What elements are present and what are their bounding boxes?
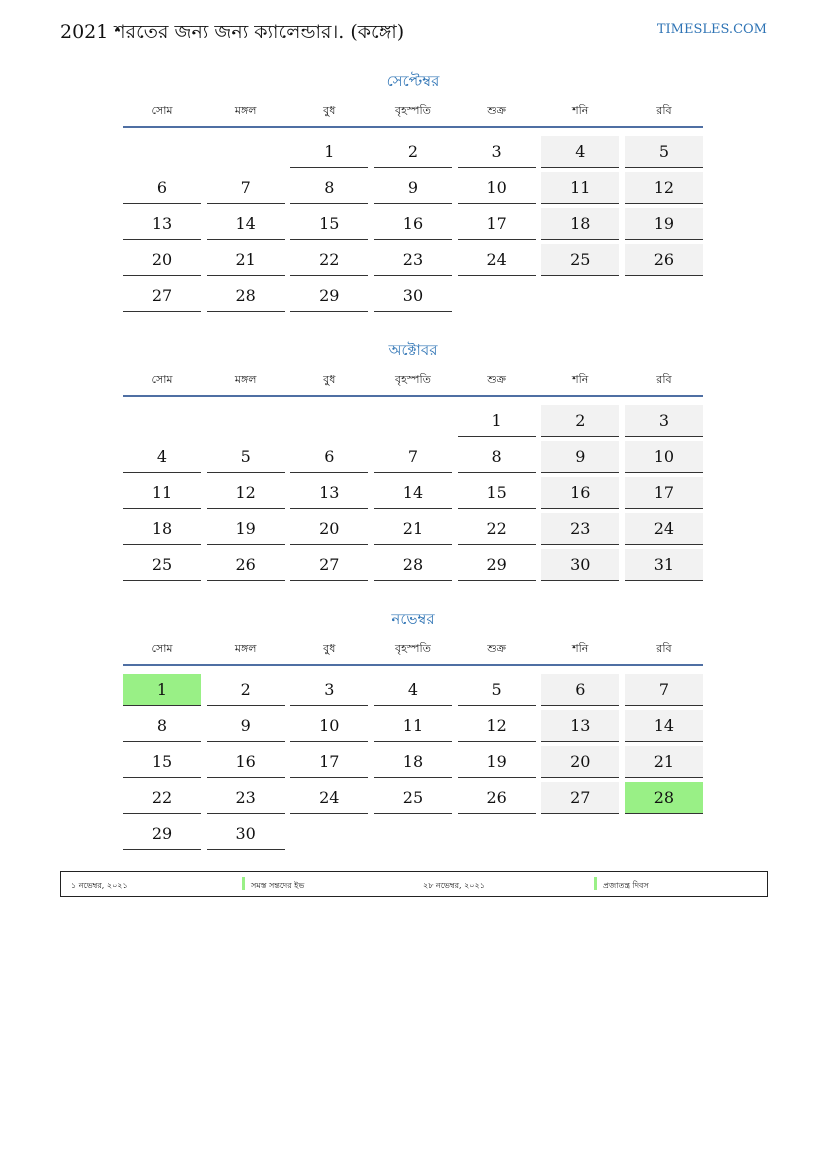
empty-cell bbox=[123, 405, 201, 437]
holiday-legend bbox=[60, 871, 768, 897]
weekday-label: বুধ bbox=[323, 373, 336, 386]
day-cell: 16 bbox=[541, 477, 619, 509]
day-cell: 13 bbox=[541, 710, 619, 742]
month-name: নভেম্বর bbox=[391, 610, 435, 628]
day-cell: 4 bbox=[541, 136, 619, 168]
week-row bbox=[123, 509, 703, 545]
day-cell: 26 bbox=[458, 782, 536, 814]
day-cell: 15 bbox=[123, 746, 201, 778]
empty-cell bbox=[458, 280, 536, 312]
page-title: 2021 শরতের জন্য জন্য ক্যালেন্ডার।. (কঙ্গো) bbox=[60, 21, 405, 43]
day-cell: 1 bbox=[290, 136, 368, 168]
weekday-label: বৃহস্পতি bbox=[395, 104, 431, 117]
day-cell: 5 bbox=[207, 441, 285, 473]
weekday-label: শনি bbox=[572, 373, 589, 386]
empty-cell bbox=[290, 818, 368, 850]
day-cell: 7 bbox=[207, 172, 285, 204]
month-block bbox=[123, 70, 703, 312]
day-cell: 8 bbox=[458, 441, 536, 473]
week-row bbox=[123, 473, 703, 509]
day-cell: 18 bbox=[374, 746, 452, 778]
day-cell: 10 bbox=[290, 710, 368, 742]
week-row bbox=[123, 778, 703, 814]
day-cell: 28 bbox=[207, 280, 285, 312]
day-cell: 2 bbox=[374, 136, 452, 168]
day-cell: 10 bbox=[625, 441, 703, 473]
week-row bbox=[123, 168, 703, 204]
day-cell: 5 bbox=[458, 674, 536, 706]
empty-cell bbox=[374, 818, 452, 850]
day-cell: 9 bbox=[207, 710, 285, 742]
weekday-label: মঙ্গল bbox=[234, 642, 257, 655]
day-cell: 3 bbox=[625, 405, 703, 437]
empty-cell bbox=[207, 405, 285, 437]
day-cell: 17 bbox=[625, 477, 703, 509]
weekday-label: শনি bbox=[572, 642, 589, 655]
day-cell: 15 bbox=[458, 477, 536, 509]
day-cell: 23 bbox=[374, 244, 452, 276]
day-cell: 16 bbox=[374, 208, 452, 240]
day-cell: 6 bbox=[123, 172, 201, 204]
day-cell: 27 bbox=[541, 782, 619, 814]
weekday-label: রবি bbox=[656, 642, 672, 655]
day-cell: 9 bbox=[374, 172, 452, 204]
weekday-label: বৃহস্পতি bbox=[395, 642, 431, 655]
legend-date-1: ১ নভেম্বর, ২০২১ bbox=[71, 881, 128, 890]
weekday-header bbox=[123, 640, 703, 666]
weekday-label: সোম bbox=[151, 104, 173, 117]
day-cell: 30 bbox=[207, 818, 285, 850]
day-cell: 7 bbox=[374, 441, 452, 473]
weekday-label: বৃহস্পতি bbox=[395, 373, 431, 386]
weekday-label: মঙ্গল bbox=[234, 104, 257, 117]
day-cell: 30 bbox=[541, 549, 619, 581]
day-cell: 25 bbox=[374, 782, 452, 814]
weekday-label: রবি bbox=[656, 104, 672, 117]
day-cell: 22 bbox=[458, 513, 536, 545]
week-row bbox=[123, 545, 703, 581]
weekday-label: শুক্র bbox=[487, 373, 506, 386]
day-cell: 14 bbox=[207, 208, 285, 240]
day-grid bbox=[123, 132, 703, 312]
weekday-label: মঙ্গল bbox=[234, 373, 257, 386]
day-cell: 22 bbox=[290, 244, 368, 276]
day-cell: 24 bbox=[290, 782, 368, 814]
week-row bbox=[123, 276, 703, 312]
month-block bbox=[123, 339, 703, 581]
week-row bbox=[123, 437, 703, 473]
weekday-label: বুধ bbox=[323, 104, 336, 117]
day-cell: 11 bbox=[123, 477, 201, 509]
day-cell: 12 bbox=[458, 710, 536, 742]
day-cell: 4 bbox=[374, 674, 452, 706]
day-cell: 18 bbox=[123, 513, 201, 545]
day-cell: 7 bbox=[625, 674, 703, 706]
day-cell: 3 bbox=[290, 674, 368, 706]
day-cell: 28 bbox=[625, 782, 703, 814]
day-cell: 21 bbox=[374, 513, 452, 545]
day-cell: 29 bbox=[458, 549, 536, 581]
holiday-color-swatch bbox=[242, 877, 245, 890]
week-row bbox=[123, 401, 703, 437]
weekday-label: সোম bbox=[151, 642, 173, 655]
day-cell: 6 bbox=[290, 441, 368, 473]
weekday-header bbox=[123, 102, 703, 128]
day-cell: 24 bbox=[458, 244, 536, 276]
day-cell: 21 bbox=[625, 746, 703, 778]
week-row bbox=[123, 132, 703, 168]
day-cell: 2 bbox=[541, 405, 619, 437]
day-cell: 26 bbox=[625, 244, 703, 276]
day-cell: 14 bbox=[625, 710, 703, 742]
day-cell: 6 bbox=[541, 674, 619, 706]
day-cell: 31 bbox=[625, 549, 703, 581]
day-cell: 27 bbox=[290, 549, 368, 581]
empty-cell bbox=[625, 280, 703, 312]
weekday-label: রবি bbox=[656, 373, 672, 386]
empty-cell bbox=[541, 280, 619, 312]
day-cell: 17 bbox=[290, 746, 368, 778]
legend-name-1: সমস্ত সন্তদের ইভ bbox=[251, 881, 305, 890]
day-cell: 2 bbox=[207, 674, 285, 706]
weekday-header bbox=[123, 371, 703, 397]
day-cell: 8 bbox=[290, 172, 368, 204]
day-cell: 30 bbox=[374, 280, 452, 312]
day-cell: 27 bbox=[123, 280, 201, 312]
day-cell: 20 bbox=[290, 513, 368, 545]
empty-cell bbox=[207, 136, 285, 168]
day-cell: 9 bbox=[541, 441, 619, 473]
day-cell: 1 bbox=[458, 405, 536, 437]
day-cell: 26 bbox=[207, 549, 285, 581]
week-row bbox=[123, 706, 703, 742]
empty-cell bbox=[374, 405, 452, 437]
weekday-label: বুধ bbox=[323, 642, 336, 655]
day-cell: 25 bbox=[541, 244, 619, 276]
legend-date-2: ২৮ নভেম্বর, ২০২১ bbox=[423, 881, 485, 890]
day-cell: 15 bbox=[290, 208, 368, 240]
month-name: সেপ্টেম্বর bbox=[386, 72, 440, 90]
week-row bbox=[123, 814, 703, 850]
weekday-label: সোম bbox=[151, 373, 173, 386]
day-cell: 20 bbox=[123, 244, 201, 276]
day-cell: 10 bbox=[458, 172, 536, 204]
month-name: অক্টোবর bbox=[388, 341, 438, 359]
day-cell: 14 bbox=[374, 477, 452, 509]
day-cell: 21 bbox=[207, 244, 285, 276]
day-cell: 11 bbox=[541, 172, 619, 204]
day-cell: 22 bbox=[123, 782, 201, 814]
day-cell: 19 bbox=[625, 208, 703, 240]
day-cell: 11 bbox=[374, 710, 452, 742]
day-grid bbox=[123, 670, 703, 850]
week-row bbox=[123, 670, 703, 706]
day-cell: 8 bbox=[123, 710, 201, 742]
day-cell: 4 bbox=[123, 441, 201, 473]
day-cell: 13 bbox=[290, 477, 368, 509]
day-cell: 16 bbox=[207, 746, 285, 778]
day-cell: 13 bbox=[123, 208, 201, 240]
day-cell: 5 bbox=[625, 136, 703, 168]
week-row bbox=[123, 240, 703, 276]
empty-cell bbox=[123, 136, 201, 168]
day-cell: 19 bbox=[458, 746, 536, 778]
empty-cell bbox=[290, 405, 368, 437]
day-cell: 17 bbox=[458, 208, 536, 240]
site-link[interactable]: TIMESLES.COM bbox=[656, 22, 767, 37]
holiday-color-swatch bbox=[594, 877, 597, 890]
day-cell: 3 bbox=[458, 136, 536, 168]
day-grid bbox=[123, 401, 703, 581]
day-cell: 23 bbox=[541, 513, 619, 545]
empty-cell bbox=[541, 818, 619, 850]
day-cell: 18 bbox=[541, 208, 619, 240]
day-cell: 23 bbox=[207, 782, 285, 814]
day-cell: 1 bbox=[123, 674, 201, 706]
day-cell: 20 bbox=[541, 746, 619, 778]
day-cell: 24 bbox=[625, 513, 703, 545]
day-cell: 29 bbox=[123, 818, 201, 850]
empty-cell bbox=[625, 818, 703, 850]
empty-cell bbox=[458, 818, 536, 850]
day-cell: 29 bbox=[290, 280, 368, 312]
weekday-label: শুক্র bbox=[487, 104, 506, 117]
legend-name-2: প্রজাতন্ত্র দিবস bbox=[603, 881, 649, 890]
day-cell: 12 bbox=[207, 477, 285, 509]
month-block bbox=[123, 608, 703, 850]
week-row bbox=[123, 742, 703, 778]
week-row bbox=[123, 204, 703, 240]
weekday-label: শনি bbox=[572, 104, 589, 117]
day-cell: 19 bbox=[207, 513, 285, 545]
day-cell: 28 bbox=[374, 549, 452, 581]
day-cell: 25 bbox=[123, 549, 201, 581]
weekday-label: শুক্র bbox=[487, 642, 506, 655]
day-cell: 12 bbox=[625, 172, 703, 204]
